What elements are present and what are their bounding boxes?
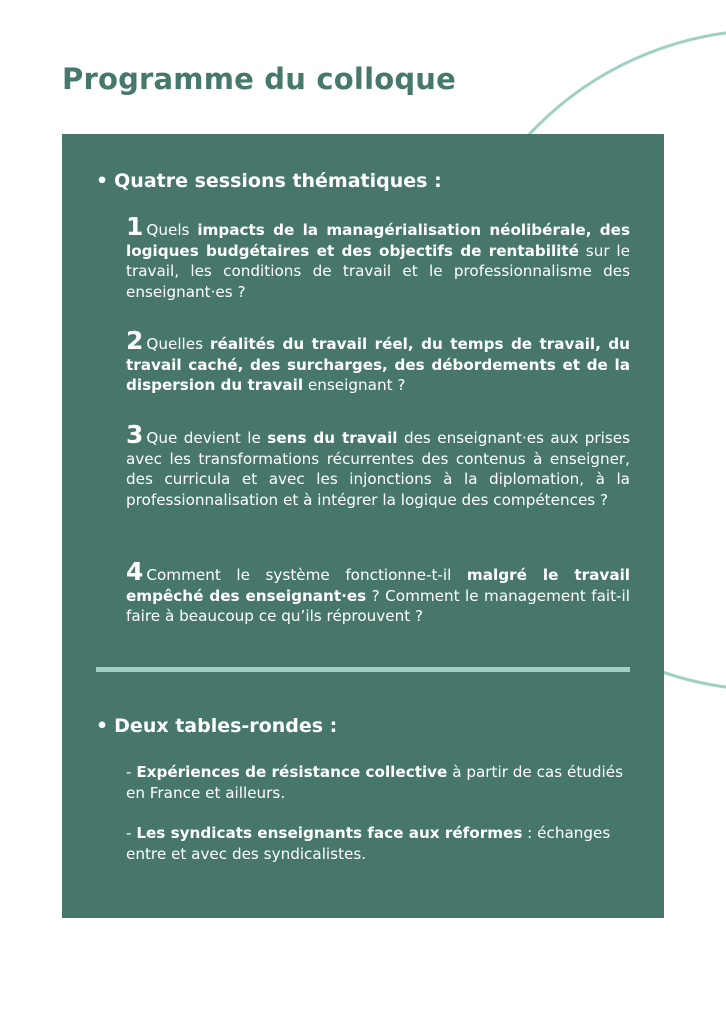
session-text: Quels — [146, 221, 198, 239]
program-panel — [62, 134, 664, 918]
session-number: 2 — [126, 326, 144, 355]
dash: - — [126, 824, 137, 842]
round-table-1 — [126, 762, 630, 803]
session-text: Que devient le — [146, 429, 268, 447]
session-text: enseignant ? — [303, 376, 406, 394]
sessions-heading-text: Quatre sessions thématiques : — [114, 170, 442, 192]
round-table-text: à partir de cas étudiés en France et ailleurs. — [126, 763, 624, 802]
session-text: des enseignant·es aux prises avec les transformations récurrentes des contenus à enseigner, des curricula et avec les injonctions à la diplomation, à la professionnalisation et à intégrer la logique des compétences ? — [126, 429, 630, 509]
session-3 — [126, 420, 630, 510]
session-number: 3 — [126, 420, 144, 449]
round-table-text: : échanges entre et avec des syndicalistes. — [126, 824, 611, 863]
bullet: • — [96, 170, 109, 192]
session-highlight: sens du travail — [267, 429, 398, 447]
page-title: Programme du colloque — [62, 62, 457, 96]
session-text: Quelles — [146, 335, 210, 353]
session-text: sur le travail, les conditions de travail et le professionnalisme des enseignant·es ? — [126, 241, 630, 301]
session-4 — [126, 557, 630, 627]
tables-heading — [96, 715, 337, 737]
session-number: 4 — [126, 557, 144, 586]
session-highlight: impacts de la managérialisation néolibérale, des logiques budgétaires et des objectifs de rentabilité — [126, 221, 630, 260]
round-table-2 — [126, 823, 630, 864]
bullet: • — [96, 715, 109, 737]
session-highlight: malgré le travail empêché des enseignant·es — [126, 566, 630, 605]
dash: - — [126, 763, 137, 781]
session-highlight: réalités du travail réel, du temps de travail, du travail caché, des surcharges, des débordements et de la dispersion du travail — [126, 335, 630, 394]
session-text: Comment le système fonctionne-t-il — [146, 566, 467, 584]
session-number: 1 — [126, 212, 144, 241]
section-divider — [96, 667, 630, 672]
session-1 — [126, 212, 630, 302]
sessions-heading — [96, 170, 442, 192]
tables-heading-text: Deux tables-rondes : — [114, 715, 338, 737]
session-text: ? Comment le management fait-il faire à beaucoup ce qu’ils réprouvent ? — [126, 586, 630, 625]
round-table-title: Expériences de résistance collective — [136, 763, 448, 781]
session-2 — [126, 326, 630, 396]
round-table-title: Les syndicats enseignants face aux réformes — [136, 824, 523, 842]
